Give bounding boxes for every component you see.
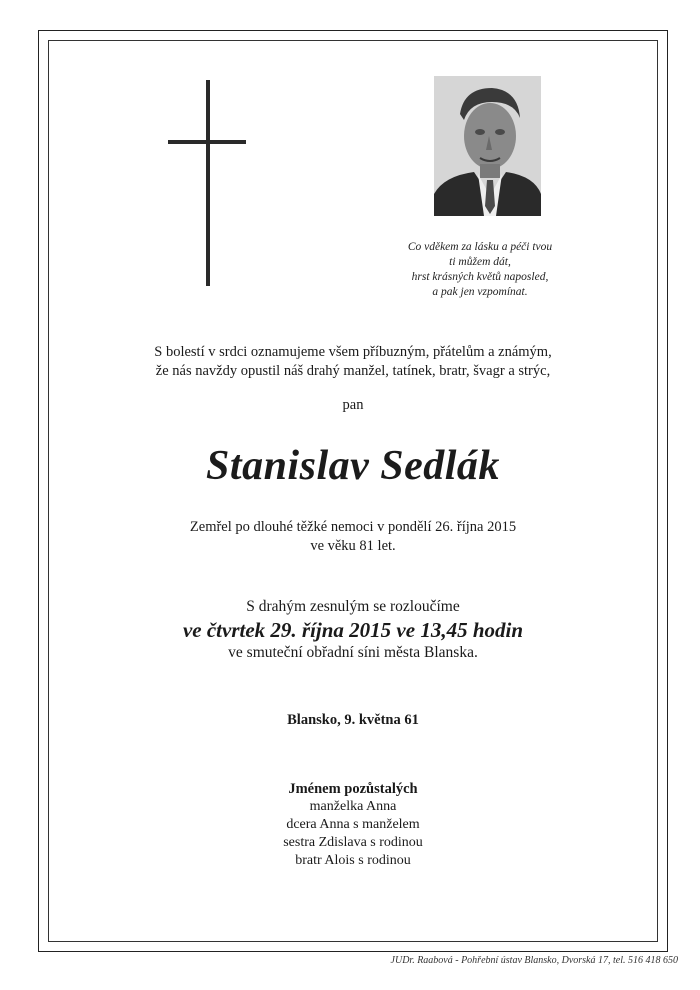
place-date: Blansko, 9. května 61 xyxy=(287,712,419,728)
cross-icon-bar xyxy=(168,140,246,144)
farewell-line: S drahým zesnulým se rozloučíme xyxy=(246,598,460,615)
announcement xyxy=(48,343,658,381)
announcement-line: že nás navždy opustil náš drahý manžel, tatínek, bratr, švagr a strýc, xyxy=(155,363,551,379)
death-info-line: Zemřel po dlouhé těžké nemoci v pondělí 26. října 2015 xyxy=(189,519,517,535)
poem-line: a pak jen vzpomínat. xyxy=(432,286,528,298)
poem-line: Co vděkem za lásku a péči tvou xyxy=(407,241,553,253)
poem-line: hrst krásných květů naposled, xyxy=(411,271,549,283)
portrait-photo xyxy=(434,76,541,216)
death-info xyxy=(48,518,658,556)
farewell-location: ve smuteční obřadní síni města Blanska. xyxy=(228,644,478,661)
bereaved-list xyxy=(48,780,658,870)
deceased-name: Stanislav Sedlák xyxy=(206,443,500,489)
farewell-info xyxy=(48,596,658,664)
bereaved-name: bratr Alois s rodinou xyxy=(295,853,411,868)
death-age-line: ve věku 81 let. xyxy=(310,538,396,554)
title-word: pan xyxy=(342,397,364,413)
bereaved-name: manželka Anna xyxy=(309,799,397,814)
poem-line: ti můžem dát, xyxy=(449,256,511,268)
farewell-date-time: ve čtvrtek 29. října 2015 ve 13,45 hodin xyxy=(182,618,524,642)
footer-credit: JUDr. Raabová - Pohřební ústav Blansko, Dvorská 17, tel. 516 418 650 xyxy=(390,955,678,966)
bereaved-name: sestra Zdislava s rodinou xyxy=(283,835,423,850)
bereaved-lead: Jménem pozůstalých xyxy=(288,781,418,797)
bereaved-name: dcera Anna s manželem xyxy=(286,817,420,832)
cross-icon xyxy=(206,80,210,286)
announcement-line: S bolestí v srdci oznamujeme všem příbuzným, přátelům a známým, xyxy=(154,344,552,360)
poem xyxy=(380,240,580,300)
